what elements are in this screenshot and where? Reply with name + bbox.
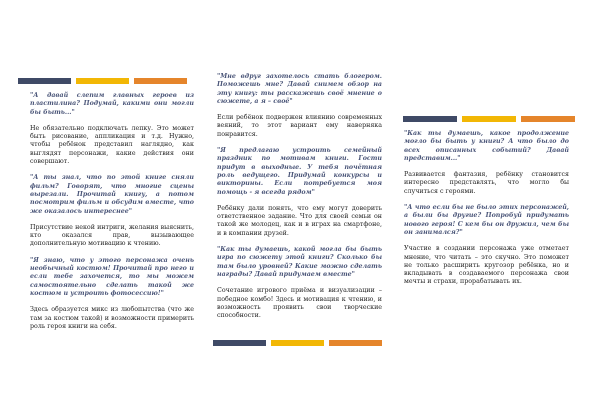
- decor-bars-bottom-middle: [213, 340, 382, 346]
- quote-block: "Как ты думаешь, какой могла бы быть игра по сюжету этой книги? Сколько бы там было уровней? Какие можно сделать награды? Давай придумаем вместе": [217, 246, 382, 278]
- text-paragraph: Сочетание игрового приёма и визуализации – победное комбо! Здесь и мотивация к чтению, и возможность проявить свои творческие способности.: [217, 287, 382, 320]
- quote-block: "А что если бы не было этих персонажей, а были бы другие? Попробуй придумать нового героя! С кем бы он дружил, чем бы он занимался?": [404, 204, 569, 236]
- column-middle: [217, 73, 382, 328]
- bar-orange: [329, 340, 382, 346]
- quote-block: "Мне вдруг захотелось стать блогером. Поможешь мне? Давай снимем обзор на эту книгу: ты расскажешь своё мнение о сюжете, а я – своё": [217, 73, 382, 105]
- text-paragraph: Не обязательно подключать лепку. Это может быть рисование, аппликация и т.д. Нужно, чтобы ребёнок представил наглядно, как выглядят персонажи, какие действия они совершают.: [30, 124, 194, 166]
- quote-block: "Я предлагаю устроить семейный праздник по мотивам книги. Гости придут в выходные. У тебя почётная роль ведущего. Придумай конкурсы и викторины. Если потребуется моя помощь - я всегда рядом": [217, 147, 382, 196]
- text-paragraph: Здесь образуется микс из любопытства (что же там за костюм такой) и возможности примерить роль героя книги на себя.: [30, 306, 194, 330]
- column-right: [404, 115, 569, 295]
- text-paragraph: Присутствие некой интриги, желания выяснить, кто оказался прав, вызывающее дополнительную мотивацию к чтению.: [30, 223, 194, 248]
- quote-block: "А давай слепим главных героев из пластилина? Подумай, какими они могли бы быть...": [30, 92, 194, 116]
- text-paragraph: Развивается фантазия, ребёнку становится интересно представлять, что могло бы случиться с героями.: [404, 171, 569, 195]
- text-paragraph: Участие в создании персонажа уже отметает мнение, что читать – это скучно. Это поможет не только расширить кругозор ребёнка, но и вкладывать в создаваемого персонажа свои мечты и страхи, прорабатывать их.: [404, 245, 569, 286]
- quote-block: "Я знаю, что у этого персонажа очень необычный костюм! Прочитай про него и если тебе захочется, то мы можем самостоятельно сделать такой же костюм и устроить фотосессию!": [30, 256, 194, 297]
- text-paragraph: Ребёнку дали понять, что ему могут доверить ответственное задание. Что для своей семьи он такой же молодец, как и в играх на смартфоне, и в компании друзей.: [217, 204, 382, 237]
- column-left: [30, 77, 194, 339]
- bar-yellow: [271, 340, 324, 346]
- text-paragraph: Если ребёнок подвержен влиянию современных веяний, то этот вариант ему наверняка понравится.: [217, 114, 382, 138]
- quote-block: "Как ты думаешь, какое продолжение могло бы быть у книги? А что было до всех описанных событий? Давай представим...": [404, 130, 569, 162]
- bar-navy: [213, 340, 266, 346]
- quote-block: "А ты знал, что по этой книге сняли фильм? Говорят, что многие сцены вырезали. Прочитай книгу, а потом посмотрим фильм и обсудим вместе, что же оказалось интереснее": [30, 174, 194, 215]
